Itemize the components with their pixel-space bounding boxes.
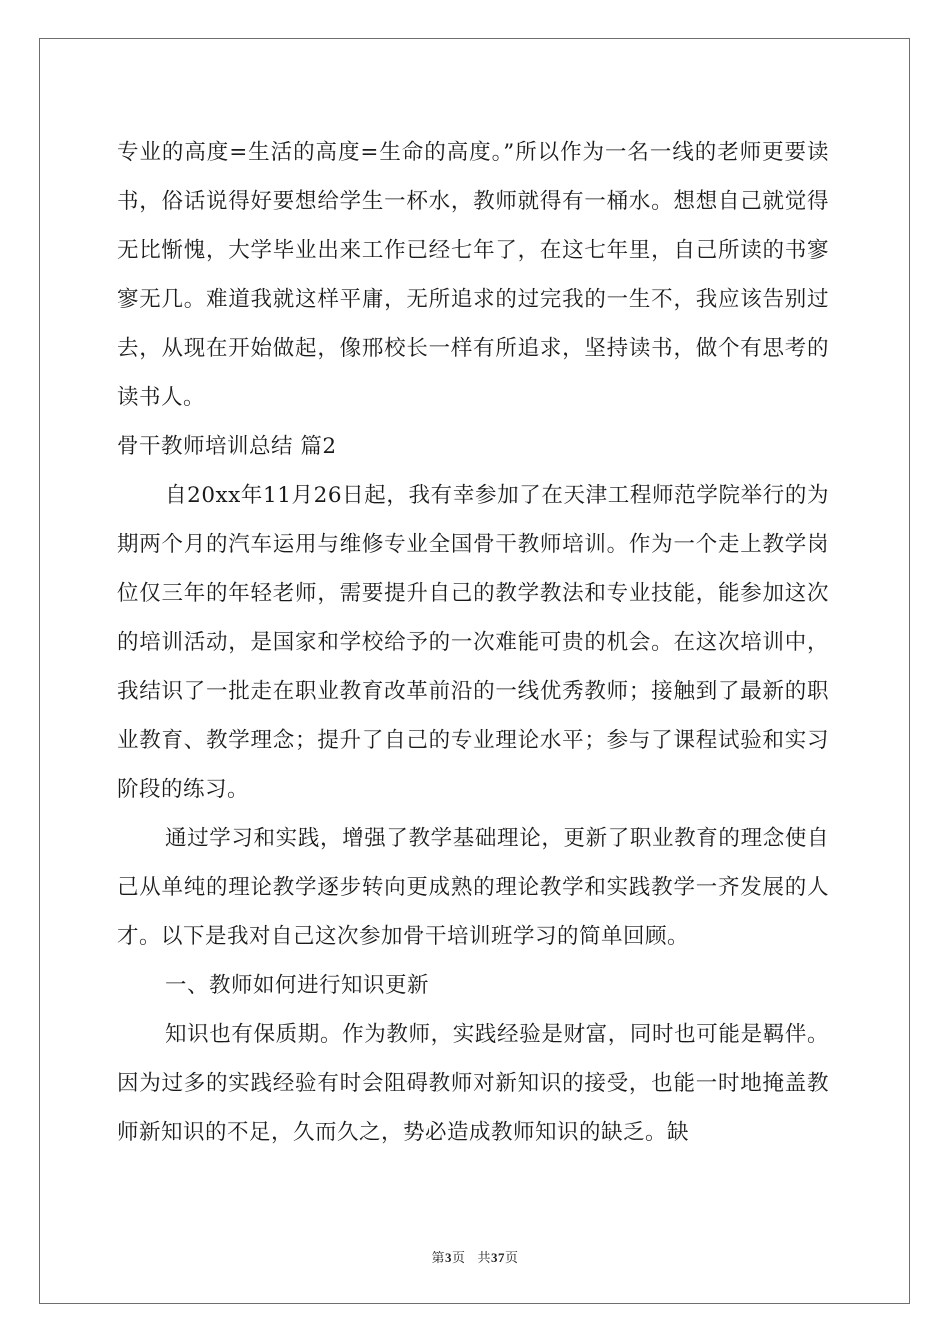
section-heading: 骨干教师培训总结 篇2 bbox=[117, 434, 337, 459]
paragraph: 知识也有保质期。作为教师，实践经验是财富，同时也可能是羁伴。因为过多的实践经验有时会阻碍教师对新知识的接受，也能一时地掩盖教师新知识的不足，久而久之，势必造成教师知识的缺乏。缺 bbox=[117, 1022, 829, 1145]
total-pages-number: 37 bbox=[491, 1250, 506, 1265]
current-page-number: 3 bbox=[444, 1250, 452, 1265]
page-footer bbox=[0, 1247, 950, 1266]
document-body bbox=[117, 128, 829, 1157]
paragraph-continuation: 专业的高度=生活的高度=生命的高度。”所以作为一名一线的老师更要读书，俗话说得好要想给学生一杯水，教师就得有一桶水。想想自己就觉得无比惭愧，大学毕业出来工作已经七年了，在这七年里，自己所读的书寥寥无几。难道我就这样平庸，无所追求的过完我的一生不，我应该告别过去，从现在开始做起，像邢校长一样有所追求，坚持读书，做个有思考的读书人。 bbox=[117, 140, 829, 410]
total-suffix: 页 bbox=[505, 1250, 519, 1265]
paragraph: 自20xx年11月26日起，我有幸参加了在天津工程师范学院举行的为期两个月的汽车运用与维修专业全国骨干教师培训。作为一个走上教学岗位仅三年的年轻老师，需要提升自己的教学教法和专业技能，能参加这次的培训活动，是国家和学校给予的一次难能可贵的机会。在这次培训中，我结识了一批走在职业教育改革前沿的一线优秀教师；接触到了最新的职业教育、教学理念；提升了自己的专业理论水平；参与了课程试验和实习阶段的练习。 bbox=[117, 483, 829, 802]
page-suffix: 页 bbox=[451, 1250, 466, 1265]
paragraph: 通过学习和实践，增强了教学基础理论，更新了职业教育的理念使自己从单纯的理论教学逐步转向更成熟的理论教学和实践教学一齐发展的人才。以下是我对自己这次参加骨干培训班学习的简单回顾。 bbox=[117, 826, 829, 949]
page-prefix: 第 bbox=[431, 1250, 445, 1265]
subsection-heading: 一、教师如何进行知识更新 bbox=[165, 973, 430, 998]
total-prefix: 共 bbox=[477, 1250, 492, 1265]
